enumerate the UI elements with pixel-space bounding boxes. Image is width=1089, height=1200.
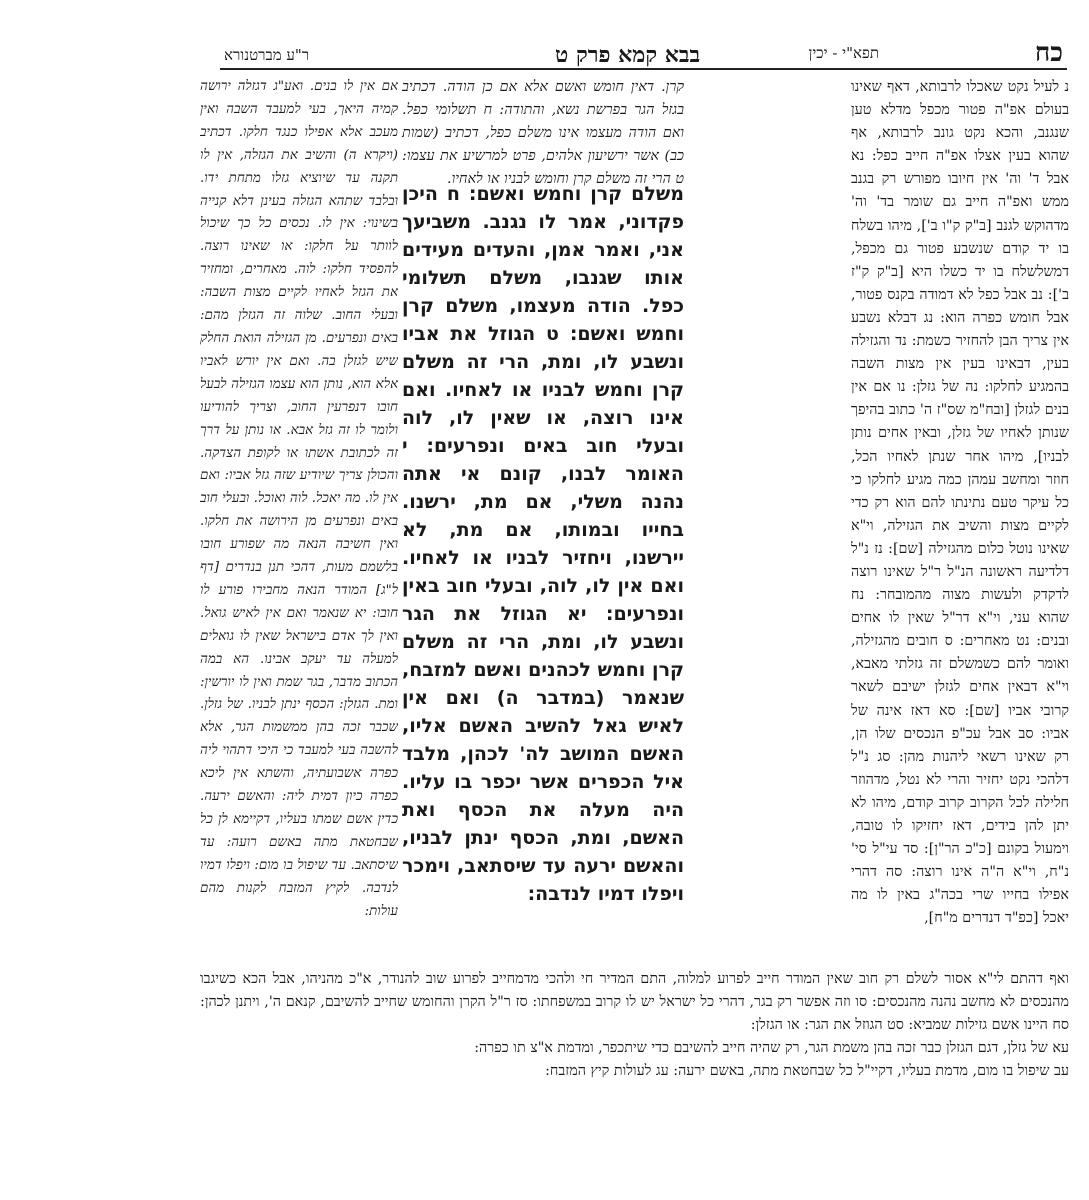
bottom-line: ואף דהתם לי"א אסור לשלם רק חוב שאין המודר חייב לפרוע למלוה, התם המדיר חי ולהכי מדמחייב לפרוע שוב להנודר, א"כ מהניהו, אבל הכא כשיגבו מהנכסים לא מחשב נהנה מהנכסים: סו וזה אפשר רק בגר, דהרי כל ישראל יש לו קרוב במשפחתו: סז ר"ל הקרן והחומש שחייב להשיבם, קנאם ה', ויתנן לכהן: סח היינו אשם גזילות שמביא: סט הגוזל את הגר: או הגזלן: <box>200 971 1069 1033</box>
bartenura-label: ר"ע מברטנורא <box>224 46 310 64</box>
tiferet-paragraph: נ לעיל נקט שאכלו לרבותא, דאף שאינו בעולם אפ"ה פטור מכפל מדלא טען שנגנב, והכא נקט גונב לרבותא, אף שהוא בעין אצלו אפ"ה חייב כפל: נא אבל ד' וה' אין חיובו מפורש רק בגנב ממש ואפ"ה חייב גם שומר בד' וה' מדהוקש לגנב [ב"ק ק"ו ב'], מיהו בשלח בו יד קודם שנשבע פטור גם מכפל, דמשלשלח בו יד כשלו היא [ב"ק ק"ז ב']: נב אבל כפל לא דמודה בקנס פטור, אבל חומש כפרה הוא: נג דבלא נשבע אין צריך הבן להחזיר כשמת: נד והגזילה בעין, דבאינו בעין אין מצות השבה בהמגיע לחלקו: נה של גזלן: נו אם אין בנים לגזלן [ובח"מ שס"ז ה' כתוב בהיפך שנותן לאחיו של גזלן, ובאין אחים נותן לבניו], מיהו אחר שנתן לאחיו הכל, חוזר ומחשב עמהן כמה מגיע לחלקו כי כל עיקר טעם נתינתו להם הוא רק כדי לקיים מצות והשיב את הגזילה, וי"א שאינו נוטל כלום מהגזילה [שם]: נז נ"ל דלדיעה ראשונה הנ"ל ר"ל שאינו רוצה לדקדק ולעשות מצוה מהמובחר: נח שהוא עני, וי"א דר"ל שאין לו אחים ובנים: נט מאחרים: ס חובים מהגזילה, ואומר להם כשמשלם זה גזלתי מאבא, וי"א דבאין אחים לגזלן ישיבם לשאר קרובי אביו [שם]: סא דאז אינה של אביו: סב אבל עכ"פ הנכסים שלו הן, רק שאינו רשאי ליהנות מהן: סג נ"ל דלהכי נקט יחזיר והרי לא נטל, מדהוזר חלילה לכל הקרוב קרוב קודם, מיהו לא יתן להן בידים, דאז יחזיקו לו טובה, וימעול בקונם [כ"כ הר"ן]: סד עי"ל סי' נ"ח, וי"א ה"ה אינו רוצה: סה דהרי אפילו בחייו שרי בכה"ג באין לו מה יאכל [כפ"ד דנדרים מ"ח], <box>851 79 1069 927</box>
mishnah-column <box>402 180 684 988</box>
tiferet-column <box>851 76 1069 966</box>
bartenura-intro-text: קרן. דאין חומש ואשם אלא אם כן הודה. דכתיב בגזל הגר בפרשת נשא, והתודה: ח תשלומי כפל. ואם הודה מעצמו אינו משלם כפל, דכתיב (שמות כב) אשר ירשיעון אלהים, פרט למרשיע את עצמו: ט הרי זה משלם קרן וחומש לבניו או לאחיו. <box>402 79 684 188</box>
bottom-notes <box>200 968 1069 1118</box>
page-number: כח <box>1034 38 1063 68</box>
tiferet-label: תפא"י - יכין <box>808 44 879 62</box>
bartenura-intro <box>402 76 684 188</box>
mishnah-paragraph: משלם קרן וחמש ואשם: ח היכן פקדוני, אמר לו נגנב. משביעך אני, ואמר אמן, והעדים מעידים אותו שגנבו, משלם תשלומי כפל. הודה מעצמו, משלם קרן וחמש ואשם: ט הגוזל את אביו ונשבע לו, ומת, הרי זה משלם קרן וחמש לבניו או לאחיו. ואם אינו רוצה, או שאין לו, לוה ובעלי חוב באים ונפרעים: י האומר לבנו, קונם אי אתה נהנה משלי, אם מת, ירשנו. בחייו ובמותו, אם מת, לא יירשנו, ויחזיר לבניו או לאחיו. ואם אין לו, לוה, ובעלי חוב באין ונפרעים: יא הגוזל את הגר ונשבע לו, ומת, הרי זה משלם קרן וחמש לכהנים ואשם למזבח, שנאמר (במדבר ה) ואם אין לאיש גאל להשיב האשם אליו, האשם המושב לה' לכהן, מלבד איל הכפרים אשר יכפר בו עליו. היה מעלה את הכסף ואת האשם, ומת, הכסף ינתן לבניו, והאשם ירעה עד שיסתאב, וימכר ויפלו דמיו לנדבה: <box>402 183 684 905</box>
bartenura-column <box>200 76 398 976</box>
bartenura-paragraph: אם אין לו בנים. ואע"ג דגזלה ירושה קמיה היאך, בעי למעבד השבה ואין מעכב אלא אפילו כנגד חלקו. דכתיב (ויקרא ה) והשיב את הגזלה, אין לו תקנה עד שיוציא גזלו מתחת ידו. ובלבד שתהא הגזלה בעינן דלא קנייה בשינוי: אין לו. נכסים כל כך שיכול לוותר על חלקו: או שאינו רוצה. להפסיד חלקו: לוה. מאחרים, ומחזיר את הגזל לאחיו לקיים מצות השבה: ובעלי החוב. שלוה זה הגזלן מהם: באים ונפרעים. מן הגזילה הואת החלק שיש לגזלן בה. ואם אין יורש לאביו אלא הוא, נותן הוא עצמו הגזילה לבעל חובו דנפרעין החוב, וצריך להודיעו ולומר לו זה גזל אבא. או נותן על דרך זה לכתובת אשתו או לקופת הצדקה. והכולן צריך שיודיע שזה גזל אביו: ואם אין לו. מה יאכל. לוה ואוכל. ובעלי חוב באים ונפרעים מן הירושה את חלקו. ואין חשיבה הנאה מה שפורע חובו בלשמם מעות, דהכי תנן בנדרים [דף ל"ג] המודר הנאה מחבירו פורע לו חובו: יא שנאמר ואם אין לאיש גואל. ואין לך אדם בישראל שאין לו גואלים למעלה עד יעקב אבינו. הא במה הכתוב מדבר, בגר שמת ואין לו יורשין: ומת. הגזלן: הכסף ינתן לבניו. של גזלן. שכבר זכה בהן ממשמות הגר, אלא להשבה בעי למעבד כי היכי דתהוי ליה כפרה אשבועתיה, והשתא אין ליכא כפרה כיון דמית ליה: והאשם ירעה. כדין אשם שמתו בעליו, דקיימא לן כל שבחטאת מתה באשם רועה: עד שיסתאב. עד שיפול בו מום: ויפלו דמיו לנדבה. לקיץ המזבח לקנות מהם עולות: <box>200 79 398 919</box>
tractate-title: בבא קמא פרק ט <box>555 42 701 68</box>
page-header <box>210 38 1069 68</box>
header-rule <box>220 68 1067 70</box>
bottom-line: עב שיפול בו מום, מדמת בעליו, דקיי"ל כל שבחטאת מתה, באשם ירעה: עג לעולות קיץ המזבח: <box>545 1063 1069 1079</box>
bottom-line: עא של גזלן, דגם הגזלן כבר זכה בהן משמת הגר, רק שהיה חייב להשיבם כדי שיתכפר, ומדמת א"צ תו כפרה: <box>474 1040 1069 1056</box>
